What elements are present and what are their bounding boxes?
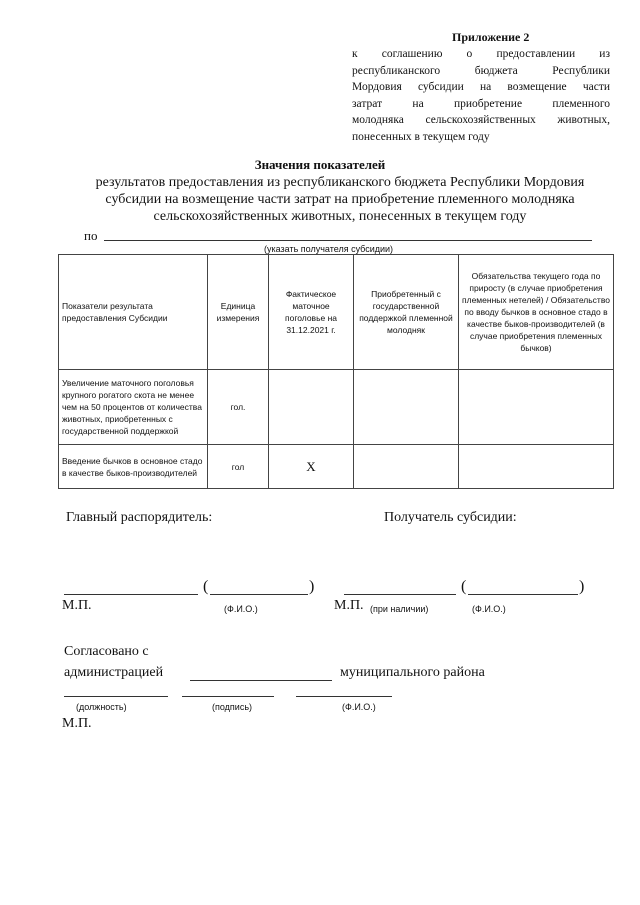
agreement-line1: Согласовано с [64, 644, 149, 659]
row-acquired [354, 445, 459, 489]
row-indicator: Введение бычков в основное стадо в качестве быков-производителей [59, 445, 208, 489]
row-unit: гол. [208, 370, 269, 445]
row-unit: гол [208, 445, 269, 489]
manager-fio-line [210, 594, 308, 595]
signature-caption: (подпись) [212, 702, 253, 712]
appendix-title: Приложение 2 [452, 30, 530, 44]
appendix-line: затрат на приобретение племенного [352, 97, 610, 110]
appendix-line: молодняка сельскохозяйственных животных, [352, 114, 610, 126]
agreement-line2-right: муниципального района [340, 665, 485, 680]
paren-close: ) [579, 578, 585, 595]
document-subtitle [60, 174, 620, 225]
position-caption: (должность) [76, 702, 127, 712]
mp-label: М.П. [62, 598, 92, 613]
appendix-text [352, 46, 610, 145]
header-unit: Единица измерения [208, 255, 269, 370]
agreement-mp: М.П. [62, 716, 92, 731]
row-obligation [459, 370, 614, 445]
recipient-signature-line [344, 594, 456, 595]
row-acquired [354, 370, 459, 445]
paren-close: ) [309, 578, 315, 595]
recipient-signature-label: Получатель субсидии: [384, 510, 517, 525]
document-title: Значения показателей [254, 157, 386, 172]
paren-open: ( [203, 578, 209, 595]
agreement-line2-left: администрацией [64, 665, 164, 680]
recipient-hint: (указать получателя субсидии) [264, 244, 394, 254]
table-header-row [59, 255, 614, 370]
subtitle-line: субсидии на возмещение части затрат на приобретение племенного молодняка [105, 192, 575, 207]
mp-label: М.П. [334, 598, 364, 613]
recipient-label: по [84, 228, 98, 243]
header-acquired: Приобретенный с государственной поддержкой племенной молодняк [354, 255, 459, 370]
row-fact [269, 370, 354, 445]
fio-line [296, 696, 392, 697]
indicators-table [58, 254, 614, 489]
recipient-fio-line [468, 594, 578, 595]
municipality-line [190, 680, 332, 681]
table-row [59, 445, 614, 489]
subtitle-line: результатов предоставления из республиканского бюджета Республики Мордовия [95, 175, 585, 190]
appendix-line: республиканского бюджета Республики [352, 64, 610, 77]
header-fact: Фактическое маточное поголовье на 31.12.2021 г. [269, 255, 354, 370]
recipient-field-line [104, 240, 592, 241]
appendix-line: Мордовия субсидии на возмещение части [352, 81, 610, 93]
table-row [59, 370, 614, 445]
subtitle-line: сельскохозяйственных животных, понесенных в текущем году [153, 209, 527, 224]
position-line [64, 696, 168, 697]
mp-if-any-caption: (при наличии) [370, 604, 429, 614]
row-obligation [459, 445, 614, 489]
fio-caption: (Ф.И.О.) [472, 604, 506, 614]
signature-line [182, 696, 274, 697]
appendix-line: понесенных в текущем году [352, 130, 490, 143]
manager-signature-line [64, 594, 198, 595]
appendix-line: к соглашению о предоставлении из [352, 48, 610, 60]
header-indicator: Показатели результата предоставления Субсидии [59, 255, 208, 370]
main-manager-label: Главный распорядитель: [66, 510, 213, 525]
paren-open: ( [461, 578, 467, 595]
row-indicator: Увеличение маточного поголовья крупного рогатого скота не менее чем на 50 процентов от количества животных, приобретенных с государственной поддержкой [59, 370, 208, 445]
header-obligation: Обязательства текущего года по приросту (в случае приобретения племенных нетелей) / Обязательство по вводу бычков в основное стадо в качестве быков-производителей (в случае приобретения племенных бычков) [459, 255, 614, 370]
row-fact: Х [269, 445, 354, 489]
fio-caption: (Ф.И.О.) [224, 604, 258, 614]
fio-caption: (Ф.И.О.) [342, 702, 376, 712]
